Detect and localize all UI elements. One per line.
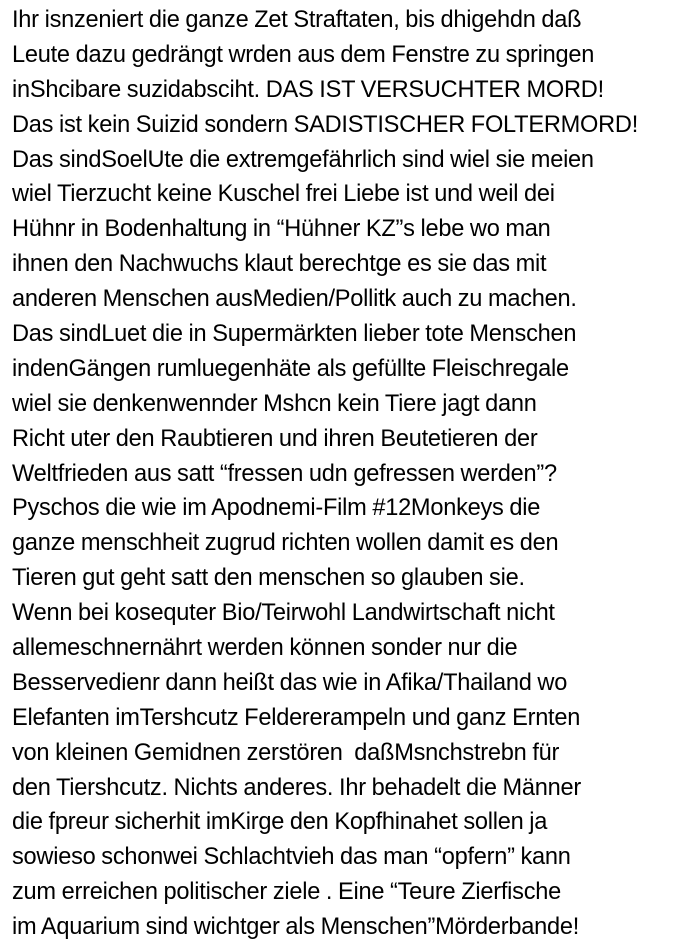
- text-line-17: Tieren gut geht satt den menschen so glauben sie.: [12, 565, 525, 592]
- text-line-18: Wenn bei kosequter Bio/Teirwohl Landwirtschaft nicht: [12, 600, 555, 627]
- text-line-4: Das ist kein Suizid sondern SADISTISCHER FOLTERMORD!: [12, 111, 639, 138]
- text-line-12: wiel sie denkenwennder Mshcn kein Tiere jagt dann: [12, 390, 537, 417]
- text-line-6: wiel Tierzucht keine Kuschel frei Liebe ist und weil dei: [12, 181, 555, 208]
- text-line-16: ganze menschheit zugrud richten wollen damit es den: [12, 530, 559, 557]
- document-text: [12, 3, 680, 945]
- text-line-24: die fpreur sicherhit imKirge den Kopfhinahet sollen ja: [12, 809, 548, 836]
- text-line-21: Elefanten imTershcutz Feldererampeln und ganz Ernten: [12, 704, 581, 731]
- text-line-25: sowieso schonwei Schlachtvieh das man “opfern” kann: [12, 844, 571, 871]
- text-line-23: den Tiershcutz. Nichts anderes. Ihr behadelt die Männer: [12, 774, 581, 801]
- text-line-15: Pyschos die wie im Apodnemi-Film #12Monkeys die: [12, 495, 541, 522]
- text-line-7: Hühnr in Bodenhaltung in “Hühner KZ”s lebe wo man: [12, 216, 551, 243]
- text-line-3: inShcibare suzidabsciht. DAS IST VERSUCHTER MORD!: [12, 76, 604, 103]
- text-line-27: im Aquarium sind wichtger als Menschen”Mörderbande!: [12, 914, 580, 941]
- text-line-19: allemeschnernährt werden können sonder nur die: [12, 635, 518, 662]
- text-line-13: Richt uter den Raubtieren und ihren Beutetieren der: [12, 425, 538, 452]
- text-line-11: indenGängen rumluegenhäte als gefüllte Fleischregale: [12, 355, 569, 382]
- text-line-1: Ihr isnzeniert die ganze Zet Straftaten, bis dhigehdn daß: [12, 7, 582, 33]
- text-line-26: zum erreichen politischer ziele . Eine “Teure Zierfische: [12, 879, 561, 906]
- text-line-20: Besservedienr dann heißt das wie in Afika/Thailand wo: [12, 669, 568, 696]
- text-line-22: von kleinen Gemidnen zerstören daßMsnchstrebn für: [12, 739, 560, 766]
- text-line-14: Weltfrieden aus satt “fressen udn gefressen werden”?: [12, 460, 557, 487]
- text-line-9: anderen Menschen ausMedien/Pollitk auch zu machen.: [12, 286, 577, 313]
- text-line-10: Das sindLuet die in Supermärkten lieber tote Menschen: [12, 321, 577, 348]
- text-line-2: Leute dazu gedrängt wrden aus dem Fenstre zu springen: [12, 41, 595, 68]
- text-line-5: Das sindSoelUte die extremgefährlich sind wiel sie meien: [12, 146, 594, 173]
- text-line-8: ihnen den Nachwuchs klaut berechtge es sie das mit: [12, 251, 547, 278]
